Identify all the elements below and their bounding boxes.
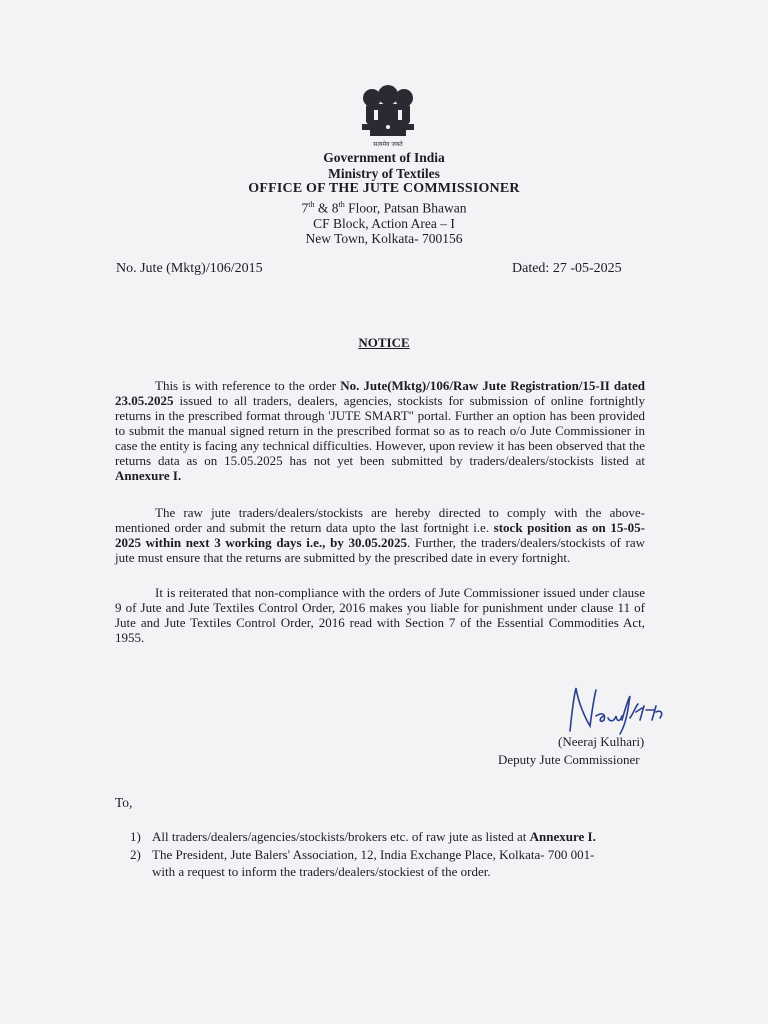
para1-text-2: issued to all traders, dealers, agencies, stockists for submission of online fortnightly returns in the prescribed format through 'JUTE SMART" portal. Further an option has been provided to submit the manual signed return in the prescribed format so as to reach o/o Jute Commissioner in case the entity is facing any technical difficulties. However, upon review it has been observed that the returns data as on 15.05.2025 has not yet been submitted by traders/dealers/stockists listed at (115, 393, 645, 468)
recipient-number: 2) (130, 847, 141, 862)
address-city-line: New Town, Kolkata- 700156 (305, 231, 463, 246)
reference-number: No. Jute (Mktg)/106/2015 (116, 261, 263, 276)
national-emblem-icon (352, 84, 424, 150)
para1-order-ref: No. Jute(Mktg)/106/Raw Jute Registration/15-II dated 23.05.2025 (115, 378, 645, 408)
notice-title: NOTICE (358, 335, 410, 350)
recipient-annexure: Annexure I. (529, 829, 596, 844)
para2-deadline: stock position as on 15-05-2025 within next 3 working days i.e., by 30.05.2025 (115, 520, 645, 550)
floor-sup-1: th (308, 199, 315, 209)
emblem-motto: सत्यमेव जयते (373, 141, 403, 148)
recipient-text: The President, Jute Balers' Association, 12, India Exchange Place, Kolkata- 700 001- (152, 847, 595, 862)
para2-text-1: The raw jute traders/dealers/stockists are hereby directed to comply with the above-mentioned order and submit the return data upto the last fortnight i.e. (115, 505, 645, 535)
government-line: Government of India (323, 150, 445, 165)
address-block-line: CF Block, Action Area – I (313, 215, 455, 231)
letterhead (0, 150, 768, 247)
office-line: OFFICE OF THE JUTE COMMISSIONER (248, 181, 520, 196)
signatory-designation: Deputy Jute Commissioner (498, 752, 640, 767)
recipient-text-continued: with a request to inform the traders/dealers/stockiest of the order. (152, 864, 491, 879)
signatory-name: (Neeraj Kulhari) (558, 734, 645, 749)
floor-sup-2: th (338, 199, 345, 209)
para2-text-2: . Further, the traders/dealers/stockists of raw jute must ensure that the returns are submitted by the prescribed date in every fortnight. (115, 535, 645, 565)
recipient-item-2 (130, 846, 660, 880)
recipient-number: 1) (130, 829, 141, 844)
notice-paragraph-2 (115, 505, 645, 565)
recipient-item-1 (130, 828, 660, 845)
reference-date: Dated: 27 -05-2025 (512, 261, 622, 276)
ministry-line: Ministry of Textiles (328, 165, 440, 181)
notice-paragraph-1 (115, 378, 645, 483)
signature-block (498, 733, 644, 769)
notice-paragraph-3 (115, 585, 645, 645)
para1-annexure: Annexure I. (115, 468, 182, 483)
floor-rest: Floor, Patsan Bhawan (344, 200, 467, 215)
floor-num: 7 (301, 200, 309, 215)
floor-amp: & 8 (314, 200, 339, 215)
para3-text: It is reiterated that non-compliance with the orders of Jute Commissioner issued under clause 9 of Jute and Jute Textiles Control Order, 2016 makes you liable for punishment under clause 11 of Jute and Jute Textiles Control Order, 2016 read with Section 7 of the Essential Commodities Act, 1955. (115, 585, 645, 645)
address-floor-line (0, 197, 768, 216)
to-label: To, (115, 795, 133, 810)
para1-text-1: This is with reference to the order (155, 378, 341, 393)
recipient-text: All traders/dealers/agencies/stockists/brokers etc. of raw jute as listed at (152, 829, 530, 844)
